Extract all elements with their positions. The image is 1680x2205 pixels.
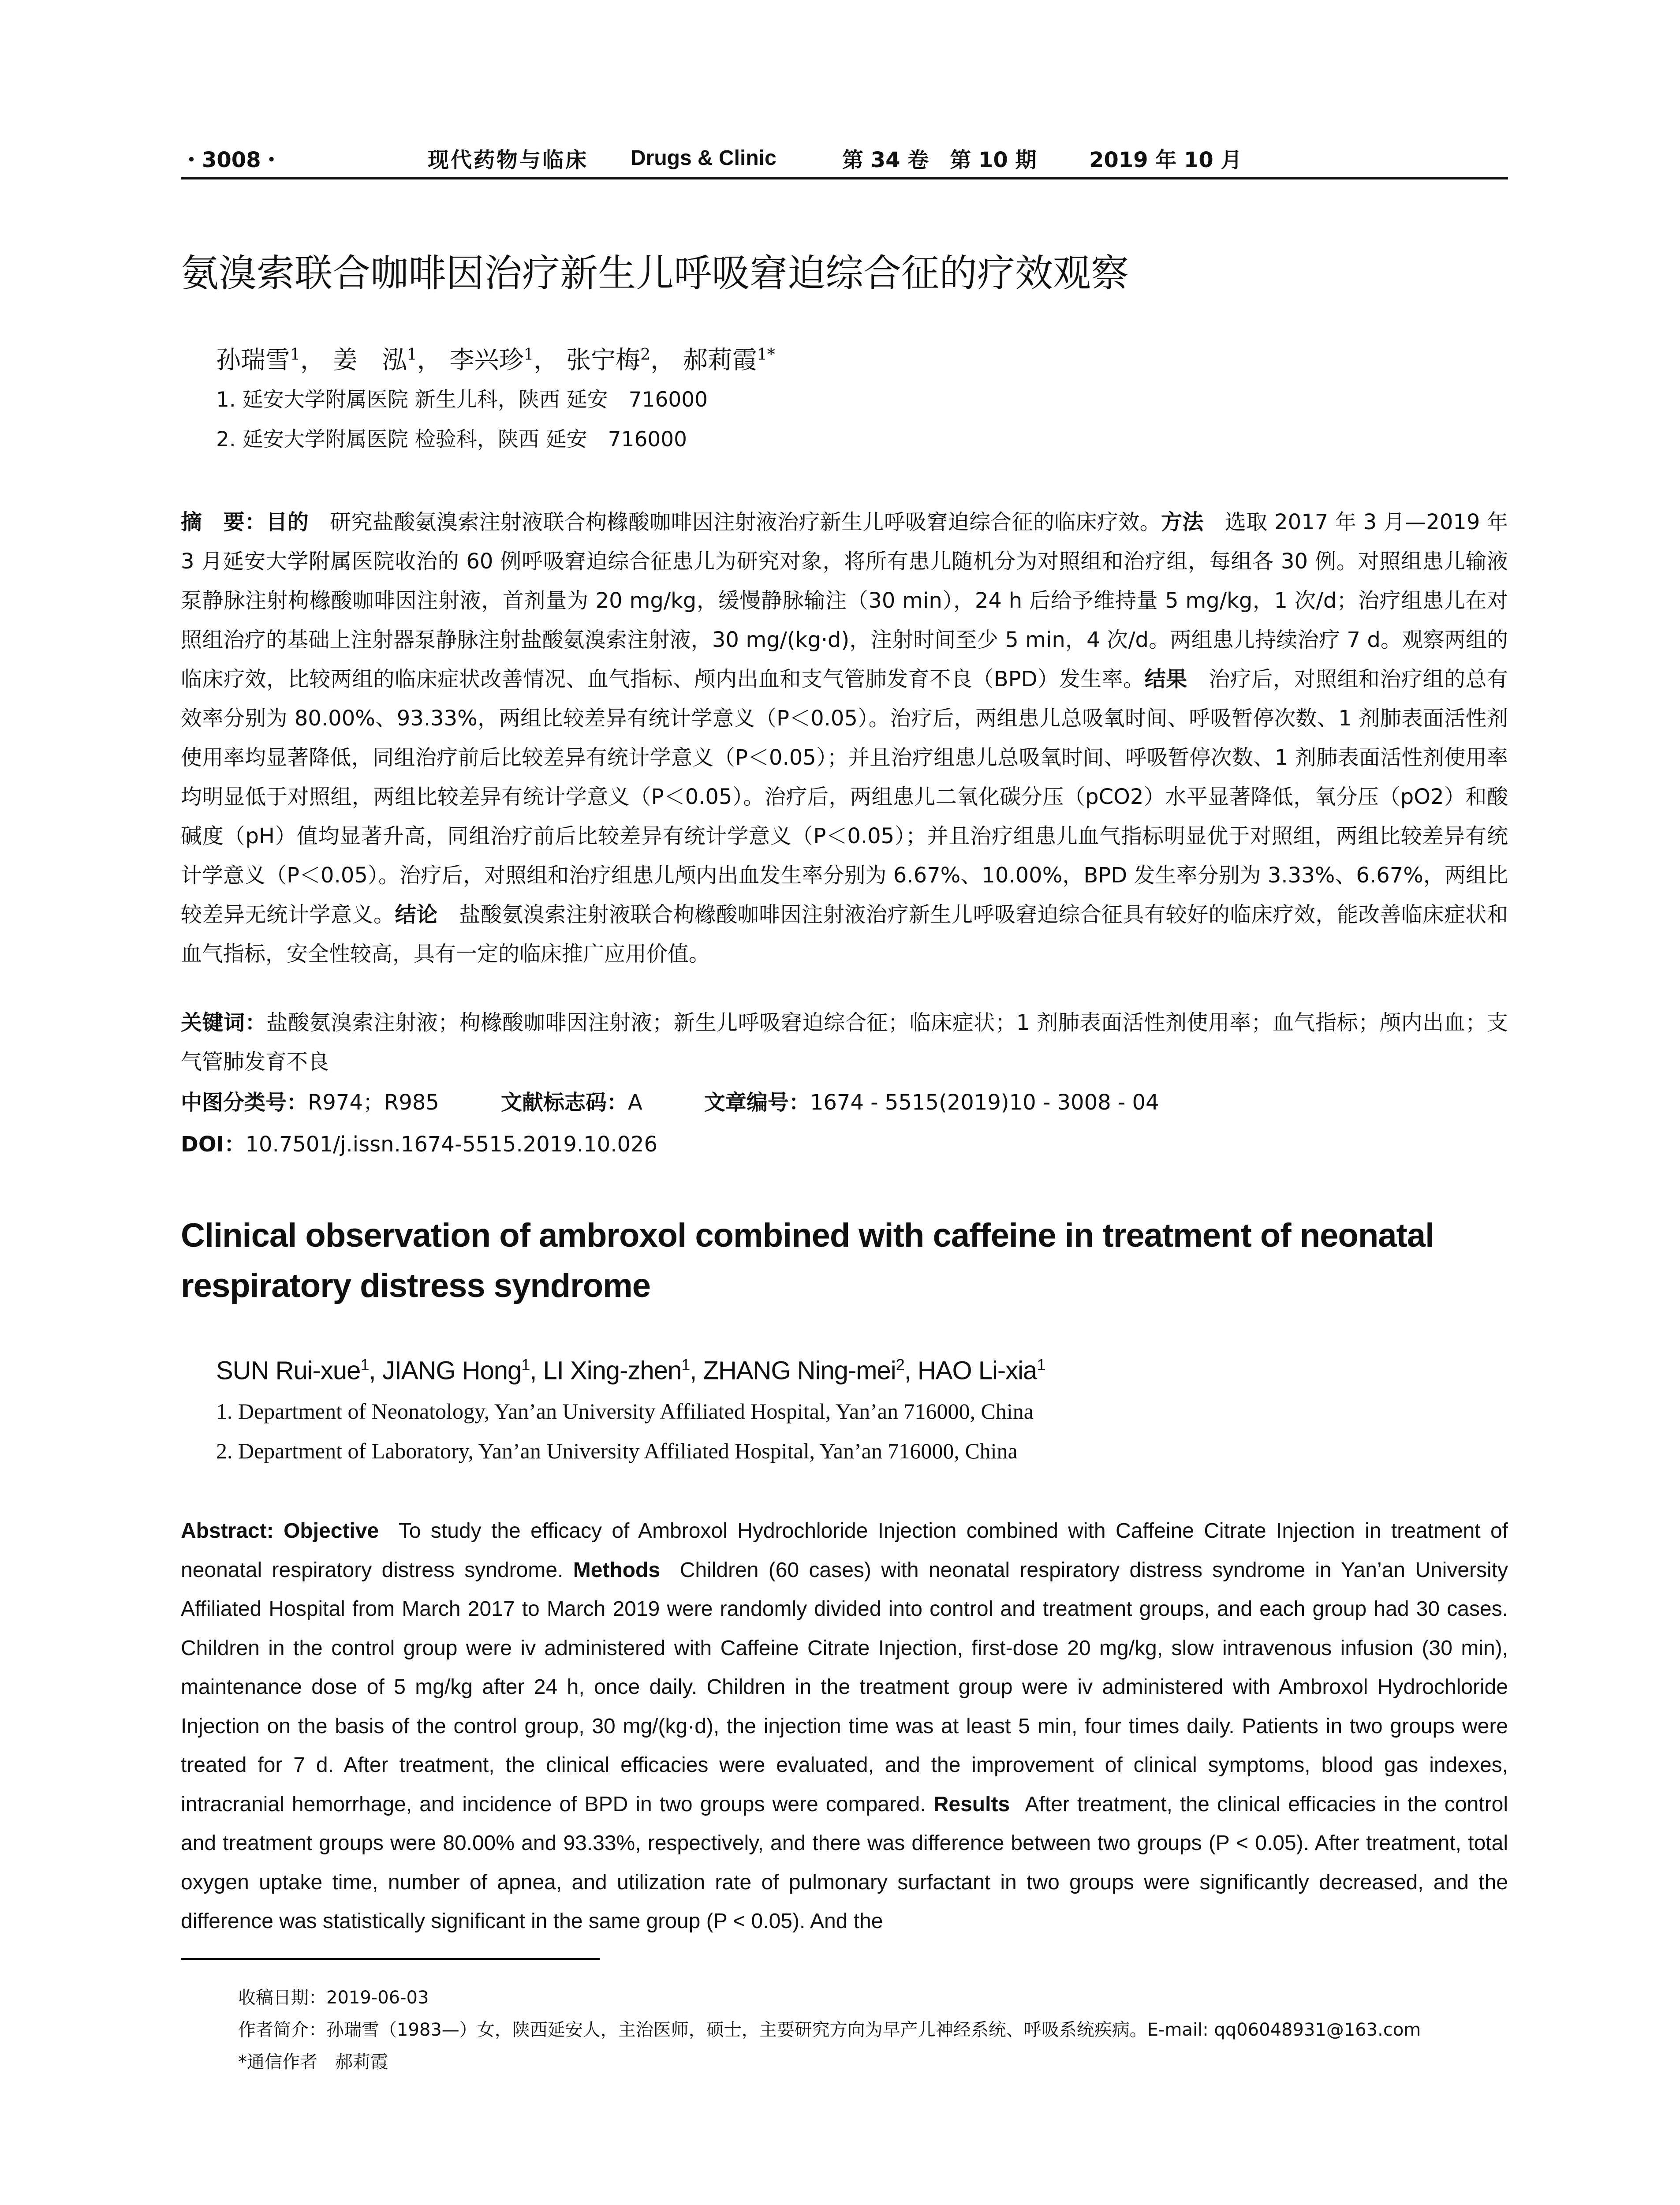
abstract-label-en: Abstract: [181, 1519, 274, 1543]
footnote-received: 收稿日期：2019-06-03 [238, 1988, 429, 2008]
author-sup: 1 [681, 1356, 690, 1374]
results-text-en: After treatment, the clinical efficacies in the control and treatment groups were 80.00% and 93.33%, respectively, and there was difference between two groups (P < 0.05). After treatment, total oxygen uptake time, number of apnea, and utilization rate of pulmonary surfactant in two groups were significantly decreased, and the difference was statistically significant in the same group (P < 0.05). And the [181, 1792, 1508, 1933]
clc-label: 中图分类号： [181, 1090, 308, 1115]
clc-value: R974；R985 [308, 1090, 439, 1115]
affiliation-en-2: 2. Department of Laboratory, Yan’an University Affiliated Hospital, Yan’an 716000, China [216, 1439, 1018, 1463]
author-sup: 2 [896, 1356, 904, 1374]
footnote-corresponding: *通信作者 郝莉霞 [238, 2052, 388, 2072]
page-number: ・3008・ [181, 147, 282, 172]
keywords-text-cn: 盐酸氨溴索注射液；枸橼酸咖啡因注射液；新生儿呼吸窘迫综合征；临床症状；1 剂肺表面活性剂使用率；血气指标；颅内出血；支气管肺发育不良 [181, 1010, 1508, 1074]
classification-line [181, 1087, 1159, 1118]
methods-label-cn: 方法 [1161, 510, 1204, 534]
objective-text-en: To study the efficacy of Ambroxol Hydrochloride Injection combined with Caffeine Citrate Injection in treatment of neonatal respiratory distress syndrome. [181, 1519, 1508, 1582]
results-text-cn: 治疗后，对照组和治疗组的总有效率分别为 80.00%、93.33%，两组比较差异有统计学意义（P＜0.05）。治疗后，两组患儿总吸氧时间、呼吸暂停次数、1 剂肺表面活性剂使用率均显著降低，同组治疗前后比较差异有统计学意义（P＜0.05）；并且治疗组患儿总吸氧时间、呼吸暂停次数、1 剂肺表面活性剂使用率均明显低于对照组，两组比较差异有统计学意义（P＜0.05）。治疗后，两组患儿二氧化碳分压（pCO2）水平显著降低，氧分压（pO2）和酸碱度（pH）值均显著升高，同组治疗前后比较差异有统计学意义（P＜0.05）；并且治疗组患儿血气指标明显优于对照组，两组比较差异有统计学意义（P＜0.05）。治疗后，对照组和治疗组患儿颅内出血发生率分别为 6.67%、10.00%，BPD 发生率分别为 3.33%、6.67%，两组比较差异无统计学意义。 [181, 667, 1508, 927]
authors-en: SUN Rui-xue$^1$, JIANG Hong$^1$, LI Xing-zhen$^1$, ZHANG Ning-mei$^2$, HAO Li-xia$^1$ [216, 1356, 1045, 1385]
author-en: HAO Li-xia [917, 1356, 1037, 1385]
footnote-author-bio: 作者简介：孙瑞雪（1983—）女，陕西延安人，主治医师，硕士，主要研究方向为早产儿神经系统、呼吸系统疾病。E-mail: qq06048931@163.com [238, 2020, 1421, 2040]
running-header [181, 140, 1508, 176]
affiliation-en-1: 1. Department of Neonatology, Yan’an University Affiliated Hospital, Yan’an 716000, China [216, 1399, 1034, 1424]
footnote-rule [181, 1958, 600, 1960]
author-sup: 2 [640, 346, 651, 364]
doc-code-label: 文献标志码： [500, 1090, 628, 1115]
article-no-label: 文章编号： [704, 1090, 810, 1115]
objective-label-cn: 目的 [266, 510, 309, 534]
title-cn: 氨溴索联合咖啡因治疗新生儿呼吸窘迫综合征的疗效观察 [181, 251, 1129, 295]
doc-code-value: A [627, 1090, 642, 1115]
conclusion-label-cn: 结论 [395, 902, 438, 927]
author-cn: 张宁梅 [566, 346, 641, 375]
abstract-label-cn: 摘 要： [181, 510, 266, 534]
methods-text-en: Children (60 cases) with neonatal respiratory distress syndrome in Yan’an University Affiliated Hospital from March 2017 to March 2019 were randomly divided into control and treatment groups, and each group had 30 cases. Children in the control group were iv administered with Caffeine Citrate Injection, first-dose 20 mg/kg, slow intravenous infusion (30 min), maintenance dose of 5 mg/kg after 24 h, once daily. Children in the treatment group were iv administered with Ambroxol Hydrochloride Injection on the basis of the control group, 30 mg/(kg·d), the injection time was at least 5 min, four times daily. Patients in two groups were treated for 7 d. After treatment, the clinical efficacies were evaluated, and the improvement of clinical symptoms, blood gas indexes, intracranial hemorrhage, and incidence of BPD in two groups were compared. [181, 1558, 1508, 1816]
author-en: ZHANG Ning-mei [703, 1356, 896, 1385]
results-label-cn: 结果 [1144, 667, 1187, 691]
issue-date: 2019 年 10 月 [1089, 147, 1242, 172]
authors-cn: 孙瑞雪$^1$， 姜 泓$^1$， 李兴珍$^1$， 张宁梅$^2$， 郝莉霞$^{1*}$ [216, 346, 775, 375]
results-label-en: Results [933, 1792, 1010, 1816]
doi-line [181, 1129, 657, 1160]
abstract-cn [181, 503, 1508, 974]
author-sup: 1 [360, 1356, 369, 1374]
affiliation-cn-2: 2. 延安大学附属医院 检验科，陕西 延安 716000 [216, 427, 687, 452]
conclusion-text-cn: 盐酸氨溴索注射液联合枸橼酸咖啡因注射液治疗新生儿呼吸窘迫综合征具有较好的临床疗效，能改善临床症状和血气指标，安全性较高，具有一定的临床推广应用价值。 [181, 902, 1508, 966]
journal-name-en: Drugs & Clinic [631, 146, 777, 170]
author-sup: 1 [290, 346, 300, 364]
methods-text-cn: 选取 2017 年 3 月—2019 年 3 月延安大学附属医院收治的 60 例呼吸窘迫综合征患儿为研究对象，将所有患儿随机分为对照组和治疗组，每组各 30 例。对照组患儿输液泵静脉注射枸橼酸咖啡因注射液，首剂量为 20 mg/kg，缓慢静脉输注（30 min），24 h 后给予维持量 5 mg/kg，1 次/d；治疗组患儿在对照组治疗的基础上注射器泵静脉注射盐酸氨溴索注射液，30 mg/(kg·d)，注射时间至少 5 min，4 次/d。两组患儿持续治疗 7 d。观察两组的临床疗效，比较两组的临床症状改善情况、血气指标、颅内出血和支气管肺发育不良（BPD）发生率。 [181, 510, 1508, 691]
methods-label-en: Methods [573, 1558, 661, 1582]
title-en: Clinical observation of ambroxol combined with caffeine in treatment of neonatal respiratory distress syndrome [181, 1217, 1434, 1304]
article-no-value: 1674 - 5515(2019)10 - 3008 - 04 [810, 1090, 1159, 1115]
author-sup: 1 [521, 1356, 530, 1374]
objective-text-cn: 研究盐酸氨溴索注射液联合枸橼酸咖啡因注射液治疗新生儿呼吸窘迫综合征的临床疗效。 [330, 510, 1161, 534]
doi-label: DOI： [181, 1132, 246, 1157]
author-sup: 1* [757, 346, 775, 364]
author-en: LI Xing-zhen [543, 1356, 682, 1385]
journal-name-cn: 现代药物与临床 [428, 147, 589, 172]
abstract-en [181, 1512, 1508, 1941]
volume-issue: 第 34 卷 第 10 期 [842, 147, 1037, 172]
keywords-label-cn: 关键词： [181, 1010, 267, 1035]
author-sup: 1 [523, 346, 534, 364]
keywords-cn [181, 1003, 1508, 1082]
author-cn: 郝莉霞 [683, 346, 757, 375]
header-rule [181, 177, 1508, 179]
author-sup: 1 [1037, 1356, 1045, 1374]
objective-label-en: Objective [284, 1519, 379, 1543]
affiliation-cn-1: 1. 延安大学附属医院 新生儿科，陕西 延安 716000 [216, 388, 708, 412]
author-cn: 姜 泓 [332, 346, 407, 375]
author-sup: 1 [407, 346, 417, 364]
author-en: SUN Rui-xue [216, 1356, 361, 1385]
author-cn: 孙瑞雪 [216, 346, 290, 375]
author-en: JIANG Hong [382, 1356, 522, 1385]
doi-value[interactable]: 10.7501/j.issn.1674-5515.2019.10.026 [245, 1132, 658, 1157]
author-cn: 李兴珍 [449, 346, 524, 375]
